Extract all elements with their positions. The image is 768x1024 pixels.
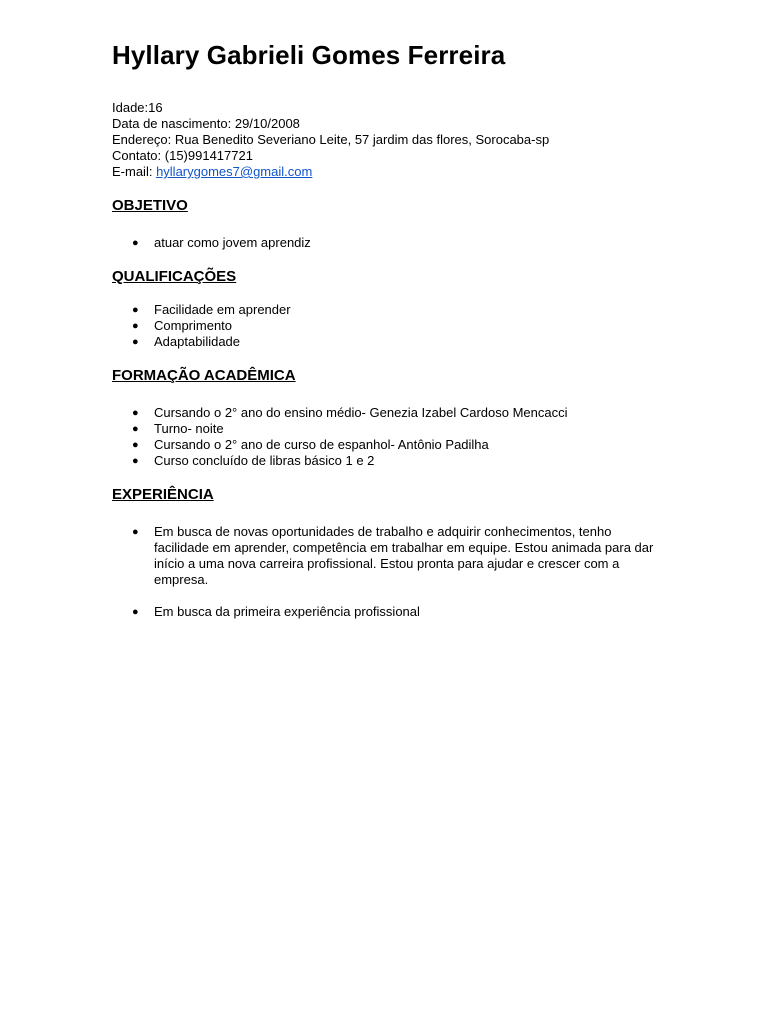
formacao-list	[112, 405, 660, 469]
bullet-icon: ●	[132, 336, 139, 348]
bullet-icon: ●	[132, 320, 139, 332]
list-item-text: Em busca da primeira experiência profissional	[154, 604, 420, 619]
address-line: Endereço: Rua Benedito Severiano Leite, 57 jardim das flores, Sorocaba-sp	[112, 132, 550, 147]
bullet-icon: ●	[132, 304, 139, 316]
list-item	[112, 437, 660, 453]
personal-info	[112, 100, 660, 180]
list-item	[112, 334, 660, 350]
email-link[interactable]: hyllarygomes7@gmail.com	[156, 164, 313, 179]
experiencia-list	[112, 524, 660, 620]
list-item	[112, 235, 660, 251]
bullet-icon: ●	[132, 526, 139, 538]
bullet-icon: ●	[132, 455, 139, 467]
section-experiencia	[112, 486, 660, 620]
list-item	[112, 318, 660, 334]
list-item	[112, 421, 660, 437]
email-line	[112, 164, 660, 180]
objetivo-list	[112, 235, 660, 251]
contact-line: Contato: (15)991417721	[112, 148, 253, 163]
list-item-text: Em busca de novas oportunidades de trabalho e adquirir conhecimentos, tenho facilidade em aprender, competência em trabalhar em equipe. Estou animada para dar início a uma nova carreira profissional. Estou pronta para ajudar e crescer com a empresa.	[154, 524, 654, 587]
birth-date-line: Data de nascimento: 29/10/2008	[112, 116, 300, 131]
bullet-icon: ●	[132, 423, 139, 435]
list-item	[112, 524, 660, 588]
list-item	[112, 302, 660, 318]
bullet-icon: ●	[132, 606, 139, 618]
list-item-text: Comprimento	[154, 318, 233, 333]
section-title-formacao: FORMAÇÃO ACADÊMICA	[112, 367, 296, 384]
list-item-text: Adaptabilidade	[154, 334, 241, 349]
section-title-qualificacoes: QUALIFICAÇÕES	[112, 268, 237, 285]
list-item-text: Facilidade em aprender	[154, 302, 291, 317]
list-item-text: Cursando o 2° ano de curso de espanhol- Antônio Padilha	[154, 437, 489, 452]
section-title-objetivo: OBJETIVO	[112, 197, 188, 214]
section-objetivo	[112, 197, 660, 251]
section-formacao	[112, 367, 660, 469]
bullet-icon: ●	[132, 439, 139, 451]
resume-name: Hyllary Gabrieli Gomes Ferreira	[112, 40, 506, 70]
list-item-text: Cursando o 2° ano do ensino médio- Genezia Izabel Cardoso Mencacci	[154, 405, 568, 420]
list-item-text: Curso concluído de libras básico 1 e 2	[154, 453, 375, 468]
bullet-icon: ●	[132, 237, 139, 249]
qualificacoes-list	[112, 302, 660, 350]
bullet-icon: ●	[132, 407, 139, 419]
section-title-experiencia: EXPERIÊNCIA	[112, 486, 214, 503]
email-label: E-mail:	[112, 164, 157, 179]
age-line: Idade:16	[112, 100, 163, 115]
list-item	[112, 405, 660, 421]
list-item-text: Turno- noite	[154, 421, 224, 436]
section-qualificacoes	[112, 268, 660, 350]
list-item	[112, 604, 660, 620]
list-item	[112, 453, 660, 469]
list-item-text: atuar como jovem aprendiz	[154, 235, 311, 250]
